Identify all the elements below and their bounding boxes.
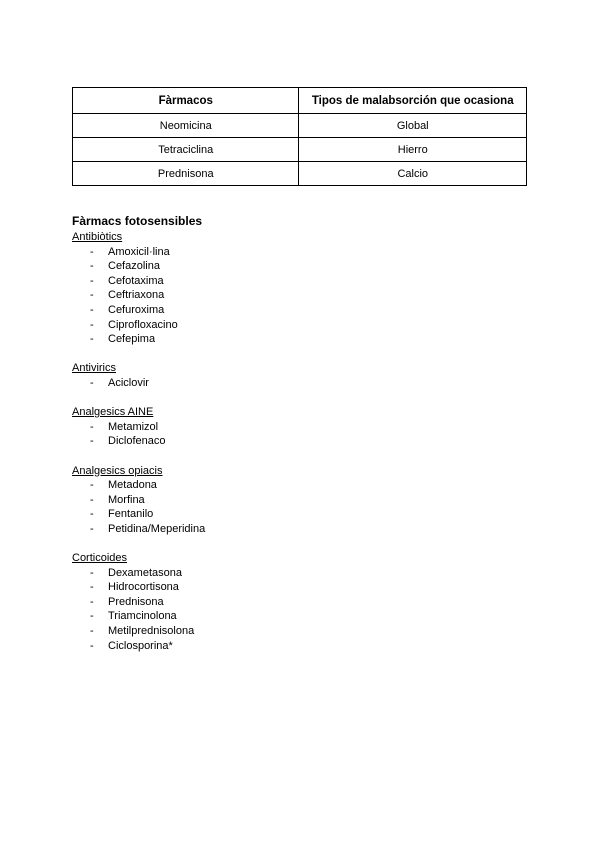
bullet-dash: - (90, 376, 94, 389)
group-title: Corticoides (72, 552, 128, 565)
list-item (72, 609, 472, 624)
list-item-text: Petidina/Meperidina (108, 522, 206, 535)
list-item-text: Fentanilo (108, 508, 154, 521)
bullet-dash: - (90, 639, 94, 652)
list-item-text: Aciclovir (108, 376, 149, 389)
list-item-text: Cefepima (108, 333, 156, 346)
table-header-row (73, 88, 527, 114)
list-item (72, 420, 472, 435)
list-item (72, 303, 472, 318)
table-row (73, 114, 527, 138)
list-item (72, 522, 472, 537)
list-item (72, 493, 472, 508)
list-item-text: Ciprofloxacino (108, 318, 178, 331)
bullet-dash: - (90, 333, 94, 346)
table-cell-drug: Tetraciclina (73, 138, 299, 162)
group-title: Analgesics AINE (72, 406, 154, 419)
list-item-text: Hidrocortisona (108, 581, 179, 594)
list-item-text: Metadona (108, 479, 157, 492)
group-title: Antivirics (72, 362, 117, 375)
bullet-dash: - (90, 493, 94, 506)
bullet-dash: - (90, 610, 94, 623)
table-cell-malabsorption: Calcio (299, 162, 527, 186)
table-row (73, 138, 527, 162)
list-item (72, 580, 472, 595)
list-item (72, 288, 472, 303)
list-item-text: Morfina (108, 493, 145, 506)
list-item (72, 245, 472, 260)
list-item (72, 595, 472, 610)
bullet-dash: - (90, 420, 94, 433)
list-item (72, 566, 472, 581)
group-analgesics-opiacis (72, 464, 472, 537)
bullet-dash: - (90, 522, 94, 535)
group-antibiotics (72, 230, 472, 347)
list-item (72, 624, 472, 639)
list-item-text: Prednisona (108, 595, 164, 608)
bullet-dash: - (90, 581, 94, 594)
list-item-text: Ciclosporina* (108, 639, 173, 652)
list-item-text: Metilprednisolona (108, 625, 195, 638)
list-item-text: Cefotaxima (108, 274, 164, 287)
bullet-dash: - (90, 625, 94, 638)
section-title: Fàrmacs fotosensibles (72, 214, 203, 228)
list-item-text: Ceftriaxona (108, 289, 165, 302)
table-cell-malabsorption: Hierro (299, 138, 527, 162)
list-item (72, 274, 472, 289)
list-item (72, 434, 472, 449)
group-antivirics (72, 361, 472, 390)
list-item-text: Triamcinolona (108, 610, 177, 623)
bullet-dash: - (90, 245, 94, 258)
drug-malabsorption-table (72, 87, 527, 186)
bullet-dash: - (90, 479, 94, 492)
list-item-text: Cefazolina (108, 260, 160, 273)
column-header-drugs: Fàrmacos (73, 88, 299, 114)
list-item (72, 507, 472, 522)
bullet-dash: - (90, 435, 94, 448)
list-item-text: Amoxicil·lina (108, 245, 170, 258)
group-corticoides (72, 551, 472, 653)
list-item (72, 318, 472, 333)
list-item (72, 376, 472, 391)
bullet-dash: - (90, 260, 94, 273)
bullet-dash: - (90, 318, 94, 331)
list-item (72, 478, 472, 493)
list-item-text: Dexametasona (108, 566, 182, 579)
drug-groups (72, 230, 472, 668)
table-cell-drug: Prednisona (73, 162, 299, 186)
group-title: Antibiòtics (72, 231, 123, 243)
group-analgesics-aine (72, 405, 472, 449)
column-header-malabsorption: Tipos de malabsorción que ocasiona (299, 88, 527, 114)
bullet-dash: - (90, 274, 94, 287)
list-item-text: Diclofenaco (108, 435, 166, 448)
bullet-dash: - (90, 303, 94, 316)
bullet-dash: - (90, 566, 94, 579)
bullet-dash: - (90, 595, 94, 608)
list-item (72, 259, 472, 274)
bullet-dash: - (90, 508, 94, 521)
bullet-dash: - (90, 289, 94, 302)
group-title: Analgesics opiacis (72, 464, 163, 477)
list-item-text: Cefuroxima (108, 303, 165, 316)
table-cell-drug: Neomicina (73, 114, 299, 138)
table-row (73, 162, 527, 186)
table-cell-malabsorption: Global (299, 114, 527, 138)
list-item (72, 332, 472, 347)
list-item (72, 639, 472, 654)
list-item-text: Metamizol (108, 420, 159, 433)
